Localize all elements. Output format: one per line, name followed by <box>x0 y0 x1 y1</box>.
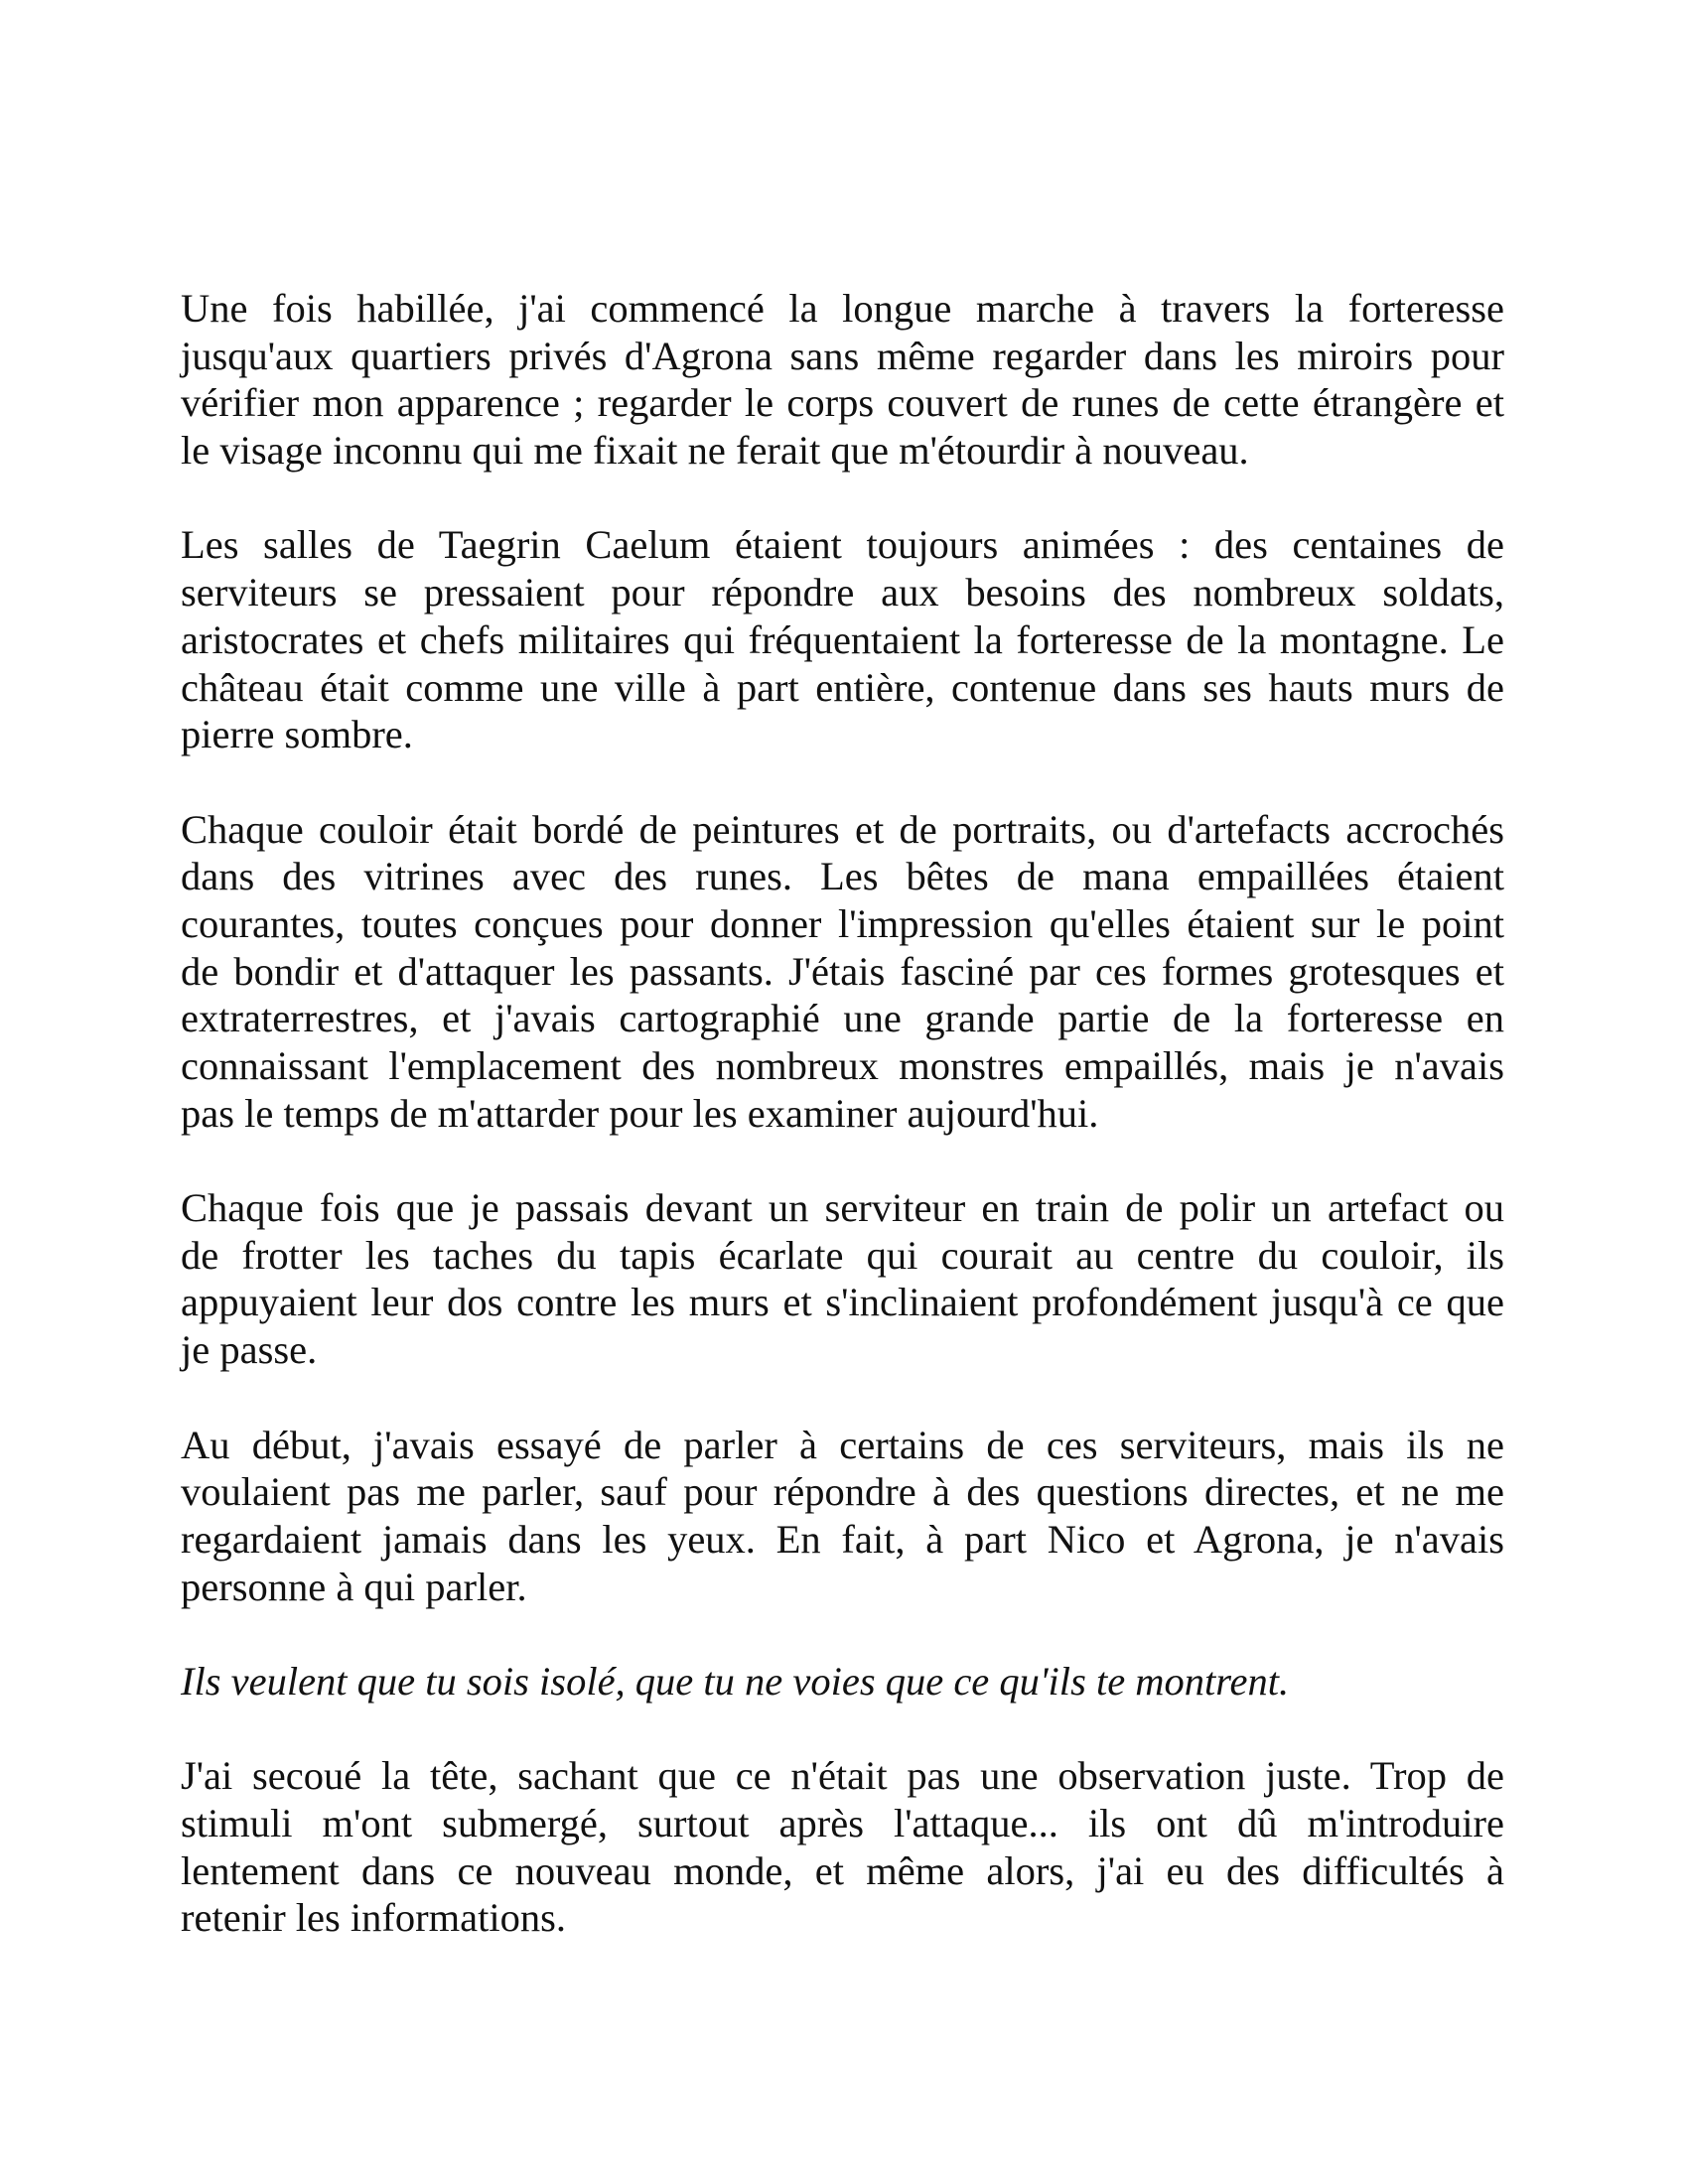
text-line: stimuli m'ont submergé, surtout après l'attaque... ils ont dû m'introduire <box>181 1801 1504 1845</box>
text-line: jusqu'aux quartiers privés d'Agrona sans même regarder dans les miroirs pour <box>181 333 1504 378</box>
text-line: Au début, j'avais essayé de parler à certains de ces serviteurs, mais ils ne <box>181 1422 1504 1467</box>
document-page <box>181 285 1504 1989</box>
text-line: de frotter les taches du tapis écarlate qui courait au centre du couloir, ils <box>181 1232 1504 1278</box>
text-line: le visage inconnu qui me fixait ne ferait que m'étourdir à nouveau. <box>181 428 1249 474</box>
paragraph-7 <box>181 1752 1504 1942</box>
text-line: pas le temps de m'attarder pour les examiner aujourd'hui. <box>181 1090 1099 1136</box>
paragraph-6-italic-thought <box>181 1658 1504 1706</box>
text-line: Ils veulent que tu sois isolé, que tu ne voies que ce qu'ils te montrent. <box>181 1658 1290 1704</box>
paragraph-1 <box>181 285 1504 475</box>
text-line: dans des vitrines avec des runes. Les bêtes de mana empaillées étaient <box>181 854 1504 899</box>
text-line: aristocrates et chefs militaires qui fréquentaient la forteresse de la montagne. Le <box>181 616 1504 662</box>
paragraph-5 <box>181 1422 1504 1611</box>
text-line: Chaque couloir était bordé de peintures et de portraits, ou d'artefacts accrochés <box>181 806 1504 852</box>
text-line: de bondir et d'attaquer les passants. J'étais fasciné par ces formes grotesques et <box>181 948 1504 994</box>
text-line: château était comme une ville à part entière, contenue dans ses hauts murs de <box>181 664 1504 710</box>
text-line: Les salles de Taegrin Caelum étaient toujours animées : des centaines de <box>181 522 1504 568</box>
text-line: extraterrestres, et j'avais cartographié une grande partie de la forteresse en <box>181 996 1504 1041</box>
text-line: connaissant l'emplacement des nombreux monstres empaillés, mais je n'avais <box>181 1043 1504 1088</box>
text-line: courantes, toutes conçues pour donner l'impression qu'elles étaient sur le point <box>181 900 1504 946</box>
text-line: je passe. <box>181 1327 318 1373</box>
text-line: J'ai secoué la tête, sachant que ce n'était pas une observation juste. Trop de <box>181 1753 1504 1799</box>
text-line: appuyaient leur dos contre les murs et s'inclinaient profondément jusqu'à ce que <box>181 1280 1504 1325</box>
text-line: vérifier mon apparence ; regarder le corps couvert de runes de cette étrangère et <box>181 380 1504 426</box>
text-line: voulaient pas me parler, sauf pour répondre à des questions directes, et ne me <box>181 1469 1504 1515</box>
text-line: personne à qui parler. <box>181 1564 527 1609</box>
paragraph-3 <box>181 806 1504 1138</box>
text-line: pierre sombre. <box>181 712 413 757</box>
text-line: serviteurs se pressaient pour répondre aux besoins des nombreux soldats, <box>181 570 1504 615</box>
text-line: retenir les informations. <box>181 1895 567 1941</box>
text-line: Une fois habillée, j'ai commencé la longue marche à travers la forteresse <box>181 286 1504 331</box>
text-line: Chaque fois que je passais devant un serviteur en train de polir un artefact ou <box>181 1185 1504 1231</box>
paragraph-2 <box>181 521 1504 757</box>
text-line: lentement dans ce nouveau monde, et même alors, j'ai eu des difficultés à <box>181 1847 1504 1893</box>
text-line: regardaient jamais dans les yeux. En fait, à part Nico et Agrona, je n'avais <box>181 1516 1504 1562</box>
paragraph-4 <box>181 1184 1504 1374</box>
